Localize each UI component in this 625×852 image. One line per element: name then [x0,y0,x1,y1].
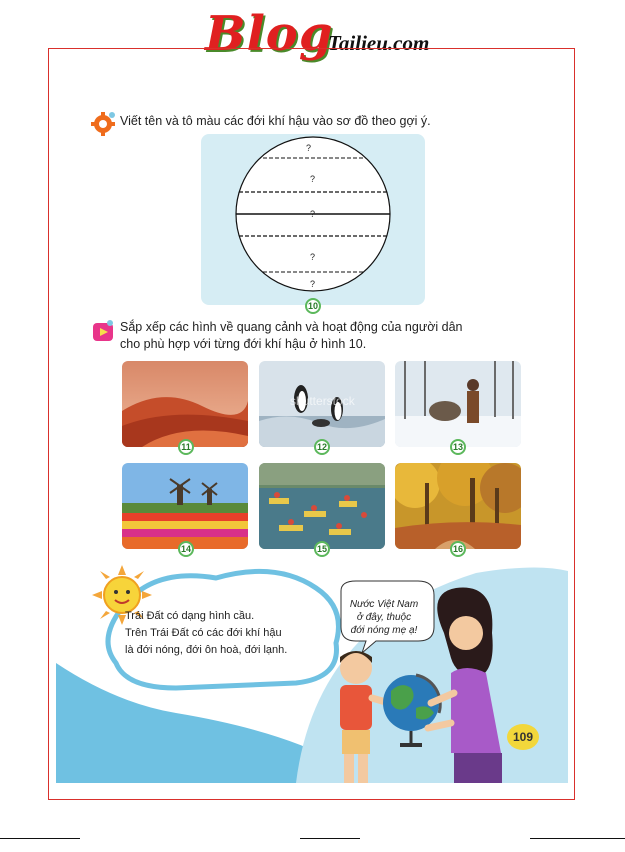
zone-label-4: ? [310,252,316,262]
zone-label-5: ? [310,279,316,289]
mother-speech-line-1: Nước Việt Nam [349,599,419,610]
speech-line-1: Trái Đất có dạng hình cầu. [125,610,255,622]
photo-number-14: 14 [178,541,194,557]
logo-site-text: Tailieu.com [328,31,430,55]
photo-reindeer-snow [395,361,521,447]
play-icon [90,318,116,344]
footer-rule-right [530,838,625,839]
speech-line-2: Trên Trái Đất có các đới khí hậu [125,627,282,639]
photo-autumn-forest [395,463,521,549]
mother-speech-bubble [340,598,428,637]
speech-line-3: là đới nóng, đới ôn hoà, đới lạnh. [125,644,288,656]
figure-number-10: 10 [305,298,321,314]
photo-number-13: 13 [450,439,466,455]
photo-floating-market [259,463,385,549]
photo-tulip-field [122,463,248,549]
mother-speech-line-3: đới nóng mẹ ạ! [350,625,418,636]
page-number-badge: 109 [507,724,539,750]
footer-rule-middle [300,838,360,839]
photo-number-15: 15 [314,541,330,557]
logo-blog-text: Blog [205,6,334,62]
zone-label-2: ? [310,174,316,184]
classroom-illustration [56,563,568,783]
zone-label-3: ? [310,209,316,219]
photo-number-16: 16 [450,541,466,557]
footer-rule-left [0,838,80,839]
task-2-instruction [120,319,463,353]
task-2-line-1: Sắp xếp các hình về quang cảnh và hoạt động của người dân [120,320,463,334]
task-2-line-2: cho phù hợp với từng đới khí hậu ở hình 10. [120,337,367,351]
sun-speech-bubble [125,608,330,659]
task-1-instruction: Viết tên và tô màu các đới khí hậu vào sơ đồ theo gợi ý. [120,114,431,128]
photo-number-12: 12 [314,439,330,455]
gear-icon [90,110,116,136]
zone-label-1: ? [306,143,312,153]
photo-number-11: 11 [178,439,194,455]
mother-speech-line-2: ở đây, thuộc [356,612,412,623]
watermark-text: shutterstock [290,394,355,408]
photo-desert [122,361,248,447]
